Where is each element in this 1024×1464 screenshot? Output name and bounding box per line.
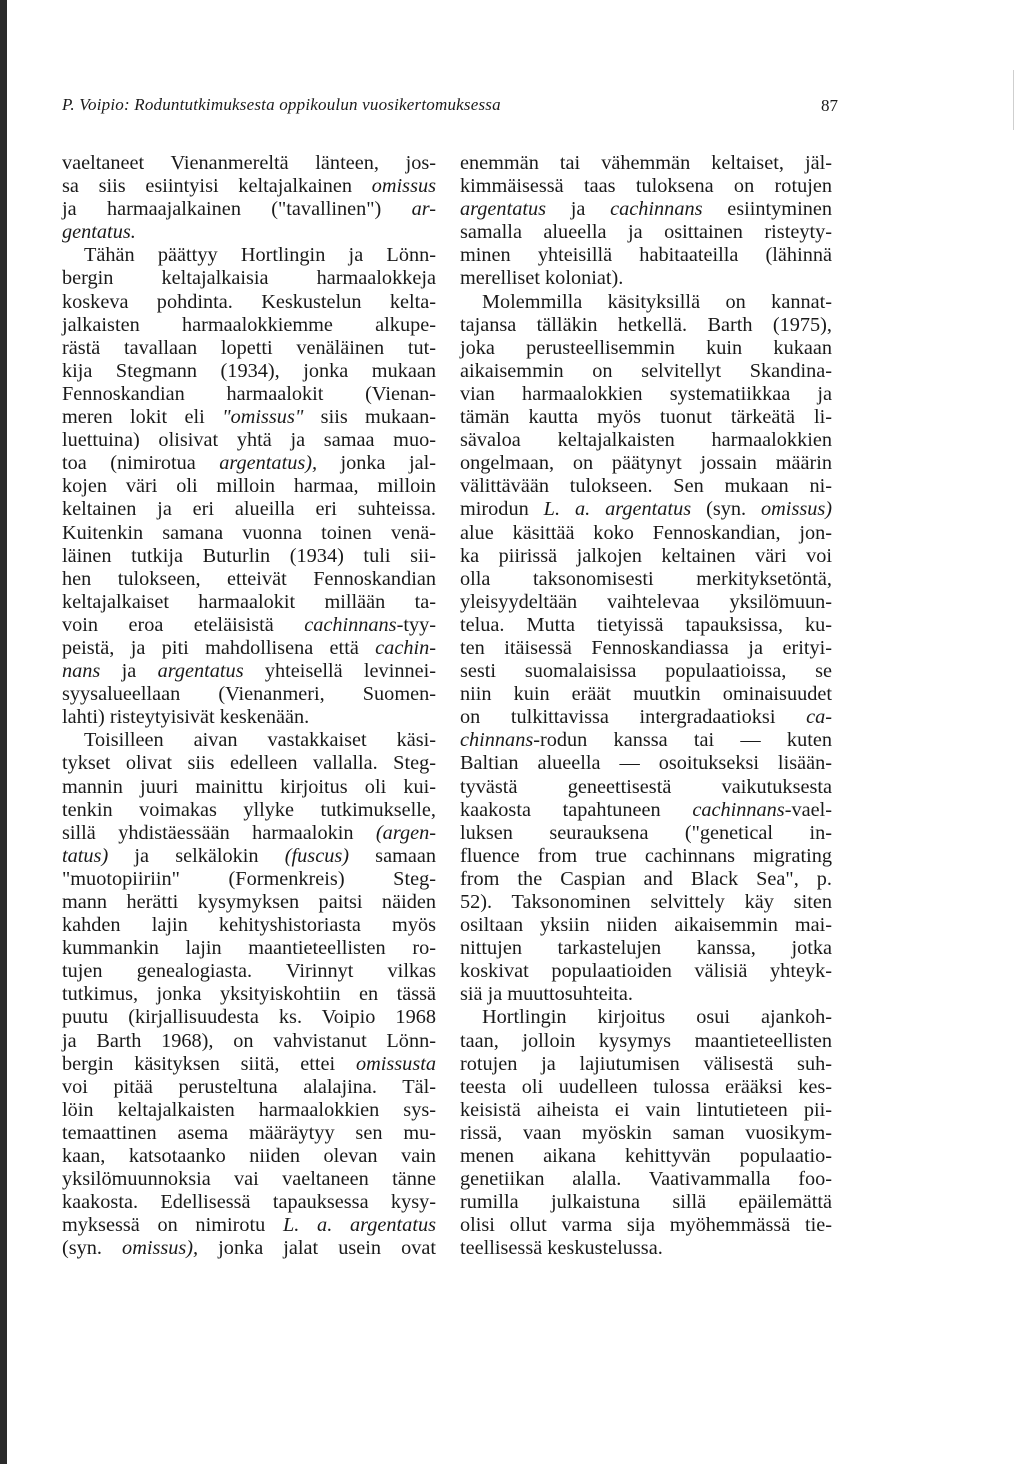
text-line: rotujen ja lajiutumisen välisestä suh- — [460, 1052, 832, 1075]
text-line: sävaloa keltajalkaisten harmaalokkien — [460, 429, 832, 452]
text-line: sillä yhdistäessään harmaalokin (argen- — [62, 821, 436, 844]
text-line: enemmän tai vähemmän keltaiset, jäl- — [460, 152, 832, 174]
text-line: tenkin voimakas yllyke tutkimukselle, — [62, 798, 436, 821]
text-line: keisistä aiheista ei vain lintutieteen pii- — [460, 1098, 832, 1121]
text-line: yksilömuunnoksia vai vaeltaneen tänne — [62, 1168, 436, 1191]
text-line: ja harmaajalkainen ("tavallinen") ar- — [62, 198, 436, 221]
text-line: mann herätti kysymyksen paitsi näiden — [62, 891, 436, 913]
text-line: toa (nimirotua argentatus), jonka jal- — [62, 452, 436, 475]
text-line: luettuina) olisivat yhtä ja samaa muo- — [62, 429, 436, 452]
text-line: kaan, katsotaanko niiden olevan vain — [62, 1145, 436, 1168]
text-line: nittujen tarkastelujen kanssa, jotka — [460, 937, 832, 960]
text-line: mirodun L. a. argentatus (syn. omissus) — [460, 498, 833, 521]
text-line: menen aikana kehittyvän populaatio- — [460, 1145, 832, 1168]
text-line: kahden lajin kehityshistoriasta myös — [62, 914, 436, 937]
text-line: kummankin lajin maantieteellisten ro- — [62, 937, 436, 960]
text-line: ka piirissä jalkojen keltainen väri voi — [460, 544, 832, 567]
text-line: ongelmaan, on päätynyt jossain määrin — [460, 452, 832, 475]
text-line: nans ja argentatus yhteisellä levinnei- — [62, 660, 436, 683]
text-line: telua. Mutta tietyissä tapauksissa, ku- — [460, 613, 832, 636]
text-line: niin kuin eräät muutkin ominaisuudet — [460, 683, 832, 706]
text-line: kaakosta. Edellisessä tapauksessa kysy- — [62, 1191, 436, 1214]
text-line: from the Caspian and Black Sea", p. — [460, 867, 832, 890]
text-line: teesta oli uudelleen tulossa erääksi kes- — [460, 1075, 832, 1098]
text-line: olla taksonomisesti merkityksetöntä, — [460, 567, 832, 590]
text-line: vian harmaalokkien systematiikkaa ja — [460, 382, 832, 405]
text-line: tajansa tälläkin hetkellä. Barth (1975), — [460, 313, 832, 336]
text-line: syysalueellaan (Vienanmeri, Suomen- — [62, 683, 436, 706]
text-line: Toisilleen aivan vastakkaiset käsi- — [84, 729, 436, 752]
text-line: meren lokit eli "omissus" siis mukaan- — [62, 406, 436, 429]
text-line: vaeltaneet Vienanmereltä länteen, jos- — [62, 152, 436, 174]
text-line: keltainen ja eri alueilla eri suhteissa. — [62, 498, 436, 521]
text-line: lahti) risteytyisivät keskenään. — [62, 706, 310, 729]
left-column — [62, 152, 436, 1261]
text-line: tyvästä geneettisestä vaikutuksesta — [460, 775, 832, 798]
text-line: ja Barth 1968), on vahvistanut Lönn- — [62, 1029, 436, 1052]
text-line: gentatus. — [62, 221, 136, 244]
text-line: löin keltajalkaisten harmaalokkien sys- — [62, 1098, 436, 1121]
text-line: hen tulokseen, etteivät Fennoskandian — [62, 567, 436, 590]
text-line: tämän kautta myös tuonut tärkeätä li- — [460, 406, 832, 429]
text-line: voi pitää perusteltuna alalajina. Täl- — [62, 1075, 436, 1098]
text-line: yleisyydeltään vaihtelevaa yksilömuun- — [460, 590, 832, 613]
scan-mark — [1013, 70, 1014, 130]
text-line: sesti suomalaisissa populaatioissa, se — [460, 660, 832, 683]
page-number: 87 — [821, 96, 838, 115]
text-line: aikaisemmin on selvitellyt Skandina- — [460, 359, 832, 382]
text-line: puutu (kirjallisuudesta ks. Voipio 1968 — [62, 1006, 436, 1029]
text-line: tutkimus, jonka yksityiskohtiin en tässä — [62, 983, 436, 1006]
text-line: kija Stegmann (1934), jonka mukaan — [62, 359, 436, 382]
text-line: temaattinen asema määräytyy sen mu- — [62, 1121, 436, 1144]
text-line: "muotopiiriin" (Formenkreis) Steg- — [62, 867, 436, 890]
text-line: koskeva pohdinta. Keskustelun kelta- — [62, 290, 436, 313]
text-line: kaakosta tapahtuneen cachinnans-vael- — [460, 798, 832, 821]
text-line: 52). Taksonominen selvittely käy siten — [460, 891, 832, 913]
text-line: fluence from true cachinnans migrating — [460, 844, 832, 867]
text-line: rumilla julkaistuna sillä epäilemättä — [460, 1191, 832, 1214]
text-line: voin eroa eteläisistä cachinnans-tyy- — [62, 613, 436, 636]
right-column — [460, 152, 832, 1261]
text-line: chinnans-rodun kanssa tai — kuten — [460, 729, 832, 752]
text-line: alue käsittää koko Fennoskandian, jon- — [460, 521, 832, 544]
text-line: Molemmilla käsityksillä on kannat- — [482, 290, 832, 313]
text-line: Kuitenkin samana vuonna toinen venä- — [62, 521, 436, 544]
text-line: teellisessä keskustelussa. — [460, 1237, 663, 1260]
text-line: tykset olivat siis edelleen vallalla. Steg- — [62, 752, 436, 775]
text-line: samalla alueella ja osittainen risteyty- — [460, 221, 832, 244]
text-line: keltajalkaiset harmaalokit millään ta- — [62, 590, 436, 613]
text-line: Tähän päättyy Hortlingin ja Lönn- — [84, 244, 436, 267]
text-line: minen yhteisillä habitaateilla (lähinnä — [460, 244, 832, 267]
text-line: läinen tutkija Buturlin (1934) tuli sii- — [62, 544, 436, 567]
text-line: siä ja muuttosuhteita. — [460, 983, 633, 1006]
text-line: bergin käsityksen siitä, ettei omissusta — [62, 1052, 436, 1075]
text-line: (syn. omissus), jonka jalat usein ovat — [62, 1237, 436, 1260]
text-line: joka perusteellisemmin kuin kukaan — [460, 336, 832, 359]
text-line: tatus) ja selkälokin (fuscus) samaan — [62, 844, 436, 867]
text-line: Baltian alueella — osoitukseksi lisään- — [460, 752, 832, 775]
text-line: Hortlingin kirjoitus osui ajankoh- — [482, 1006, 832, 1029]
text-line: koskivat populaatioiden välisiä yhteyk- — [460, 960, 832, 983]
text-line: Fennoskandian harmaalokit (Vienan- — [62, 382, 436, 405]
text-line: osiltaan yksiin niiden aikaisemmin mai- — [460, 914, 832, 937]
text-line: jalkaisten harmaalokkiemme alkupe- — [62, 313, 436, 336]
text-line: olisi ollut varma sija myöhemmässä tie- — [460, 1214, 832, 1237]
text-line: rissä, vaan myöskin saman vuosikym- — [460, 1121, 832, 1144]
text-line: välittävään tulokseen. Sen mukaan ni- — [460, 475, 832, 498]
text-line: genetiikan alalla. Vaativammalla foo- — [460, 1168, 832, 1191]
text-line: merelliset koloniat). — [460, 267, 624, 290]
text-line: bergin keltajalkaisia harmaalokkeja — [62, 267, 436, 290]
text-line: mannin juuri mainittu kirjoitus oli kui- — [62, 775, 436, 798]
text-line: on tulkittavissa intergradaatioksi ca- — [460, 706, 832, 729]
text-line: argentatus ja cachinnans esiintyminen — [460, 198, 833, 221]
text-line: taan, jolloin kysymys maantieteellisten — [460, 1029, 832, 1052]
text-line: tujen genealogiasta. Virinnyt vilkas — [62, 960, 436, 983]
scan-edge — [0, 0, 7, 1464]
text-line: rästä tavallaan lopetti venäläinen tut- — [62, 336, 436, 359]
running-title: P. Voipio: Roduntutkimuksesta oppikoulun vuosikertomuksessa — [62, 95, 501, 114]
text-line: ten itäisessä Fennoskandiassa ja erityi- — [460, 636, 832, 659]
text-line: myksessä on nimirotu L. a. argentatus — [62, 1214, 436, 1237]
text-line: peistä, ja piti mahdollisena että cachin- — [62, 636, 436, 659]
text-line: kimmäisessä taas tuloksena on rotujen — [460, 175, 832, 198]
page-header — [62, 95, 838, 125]
text-line: kojen väri oli milloin harmaa, milloin — [62, 475, 436, 498]
text-line: sa siis esiintyisi keltajalkainen omissus — [62, 175, 436, 198]
text-line: luksen seurauksena ("genetical in- — [460, 821, 832, 844]
